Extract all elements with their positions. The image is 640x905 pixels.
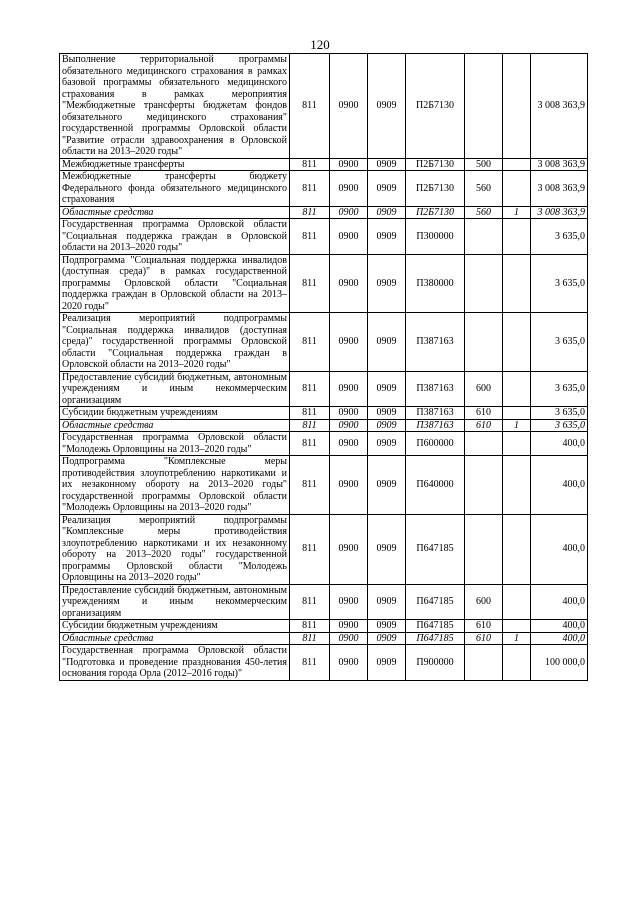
amount-cell: 400,0 xyxy=(531,432,588,456)
expense-type-cell: 500 xyxy=(465,158,503,171)
row-name-cell: Государственная программа Орловской области "Подготовка и проведение празднования 450-летия основания города Орла (2012–2016 годы)" xyxy=(60,645,290,681)
target-code-cell: П387163 xyxy=(406,407,465,420)
table-row xyxy=(60,456,588,515)
subsection-code-cell: 0909 xyxy=(368,584,406,620)
amount-cell: 3 008 363,9 xyxy=(531,158,588,171)
row-name-cell: Межбюджетные трансферты бюджету Федерального фонда обязательного медицинского страхования xyxy=(60,171,290,207)
subsection-code-cell: 0909 xyxy=(368,254,406,313)
expense-type-cell: 610 xyxy=(465,407,503,420)
expense-type-cell: 600 xyxy=(465,584,503,620)
table-row xyxy=(60,432,588,456)
section-code-cell: 0900 xyxy=(330,620,368,633)
table-row xyxy=(60,206,588,219)
expense-type-cell: 600 xyxy=(465,371,503,407)
target-code-cell: П387163 xyxy=(406,419,465,432)
funding-source-cell xyxy=(503,645,531,681)
page-number: 120 xyxy=(310,37,330,52)
amount-cell: 3 635,0 xyxy=(531,419,588,432)
ministry-code-cell: 811 xyxy=(290,254,330,313)
row-name-cell: Областные средства xyxy=(60,419,290,432)
row-name-cell: Областные средства xyxy=(60,632,290,645)
funding-source-cell: 1 xyxy=(503,206,531,219)
ministry-code-cell: 811 xyxy=(290,54,330,159)
expense-type-cell xyxy=(465,54,503,159)
subsection-code-cell: 0909 xyxy=(368,620,406,633)
table-row xyxy=(60,645,588,681)
target-code-cell: П2Б7130 xyxy=(406,54,465,159)
amount-cell: 3 635,0 xyxy=(531,254,588,313)
subsection-code-cell: 0909 xyxy=(368,419,406,432)
funding-source-cell xyxy=(503,456,531,515)
amount-cell: 3 635,0 xyxy=(531,313,588,372)
subsection-code-cell: 0909 xyxy=(368,371,406,407)
table-row xyxy=(60,54,588,159)
row-name-cell: Выполнение территориальной программы обязательного медицинского страхования в рамках базовой программы обязательного медицинского страхования в рамках мероприятия "Межбюджетные трансферты бюджетам фондов обязательного медицинского страхования" государственной программы Орловской области "Развитие отрасли здравоохранения в Орловской области на 2013–2020 годы" xyxy=(60,54,290,159)
target-code-cell: П2Б7130 xyxy=(406,171,465,207)
ministry-code-cell: 811 xyxy=(290,584,330,620)
table-row xyxy=(60,419,588,432)
row-name-cell: Межбюджетные трансферты xyxy=(60,158,290,171)
amount-cell: 3 635,0 xyxy=(531,219,588,255)
subsection-code-cell: 0909 xyxy=(368,313,406,372)
row-name-cell: Государственная программа Орловской области "Социальная поддержка граждан в Орловской области на 2013–2020 годы" xyxy=(60,219,290,255)
target-code-cell: П300000 xyxy=(406,219,465,255)
ministry-code-cell: 811 xyxy=(290,206,330,219)
table-row xyxy=(60,632,588,645)
amount-cell: 400,0 xyxy=(531,514,588,584)
ministry-code-cell: 811 xyxy=(290,158,330,171)
section-code-cell: 0900 xyxy=(330,432,368,456)
row-name-cell: Государственная программа Орловской области "Молодежь Орловщины на 2013–2020 годы" xyxy=(60,432,290,456)
target-code-cell: П2Б7130 xyxy=(406,158,465,171)
expense-type-cell xyxy=(465,254,503,313)
table-row xyxy=(60,584,588,620)
section-code-cell: 0900 xyxy=(330,171,368,207)
funding-source-cell xyxy=(503,219,531,255)
subsection-code-cell: 0909 xyxy=(368,632,406,645)
section-code-cell: 0900 xyxy=(330,514,368,584)
amount-cell: 400,0 xyxy=(531,632,588,645)
table-row xyxy=(60,254,588,313)
funding-source-cell xyxy=(503,432,531,456)
funding-source-cell xyxy=(503,171,531,207)
subsection-code-cell: 0909 xyxy=(368,432,406,456)
section-code-cell: 0900 xyxy=(330,632,368,645)
row-name-cell: Предоставление субсидий бюджетным, автономным учреждениям и иным некоммерческим организациям xyxy=(60,584,290,620)
amount-cell: 400,0 xyxy=(531,584,588,620)
table-row xyxy=(60,219,588,255)
section-code-cell: 0900 xyxy=(330,584,368,620)
table-row xyxy=(60,407,588,420)
row-name-cell: Подпрограмма "Социальная поддержка инвалидов (доступная среда)" в рамках государственной программы Орловской области "Социальная поддержка граждан в Орловской области на 2013–2020 годы" xyxy=(60,254,290,313)
ministry-code-cell: 811 xyxy=(290,456,330,515)
budget-table xyxy=(59,53,588,681)
funding-source-cell xyxy=(503,584,531,620)
section-code-cell: 0900 xyxy=(330,419,368,432)
section-code-cell: 0900 xyxy=(330,254,368,313)
expense-type-cell: 610 xyxy=(465,620,503,633)
target-code-cell: П387163 xyxy=(406,371,465,407)
amount-cell: 3 008 363,9 xyxy=(531,206,588,219)
target-code-cell: П900000 xyxy=(406,645,465,681)
expense-type-cell xyxy=(465,313,503,372)
table-row xyxy=(60,313,588,372)
ministry-code-cell: 811 xyxy=(290,632,330,645)
funding-source-cell xyxy=(503,254,531,313)
ministry-code-cell: 811 xyxy=(290,219,330,255)
ministry-code-cell: 811 xyxy=(290,407,330,420)
amount-cell: 400,0 xyxy=(531,620,588,633)
section-code-cell: 0900 xyxy=(330,219,368,255)
amount-cell: 3 008 363,9 xyxy=(531,171,588,207)
amount-cell: 100 000,0 xyxy=(531,645,588,681)
expense-type-cell: 610 xyxy=(465,419,503,432)
funding-source-cell xyxy=(503,54,531,159)
row-name-cell: Предоставление субсидий бюджетным, автономным учреждениям и иным некоммерческим организациям xyxy=(60,371,290,407)
funding-source-cell xyxy=(503,158,531,171)
funding-source-cell xyxy=(503,407,531,420)
row-name-cell: Субсидии бюджетным учреждениям xyxy=(60,620,290,633)
subsection-code-cell: 0909 xyxy=(368,645,406,681)
target-code-cell: П647185 xyxy=(406,632,465,645)
ministry-code-cell: 811 xyxy=(290,171,330,207)
target-code-cell: П647185 xyxy=(406,620,465,633)
section-code-cell: 0900 xyxy=(330,456,368,515)
target-code-cell: П387163 xyxy=(406,313,465,372)
expense-type-cell xyxy=(465,219,503,255)
row-name-cell: Реализация мероприятий подпрограммы "Комплексные меры противодействия злоупотреблению наркотиками и их незаконному обороту на 2013–2020 годы" государственной программы Орловской области "Молодежь Орловщины на 2013–2020 годы" xyxy=(60,514,290,584)
expense-type-cell xyxy=(465,645,503,681)
row-name-cell: Субсидии бюджетным учреждениям xyxy=(60,407,290,420)
amount-cell: 3 635,0 xyxy=(531,371,588,407)
target-code-cell: П380000 xyxy=(406,254,465,313)
table-row xyxy=(60,514,588,584)
ministry-code-cell: 811 xyxy=(290,645,330,681)
subsection-code-cell: 0909 xyxy=(368,456,406,515)
target-code-cell: П600000 xyxy=(406,432,465,456)
amount-cell: 3 008 363,9 xyxy=(531,54,588,159)
section-code-cell: 0900 xyxy=(330,371,368,407)
expense-type-cell xyxy=(465,514,503,584)
row-name-cell: Подпрограмма "Комплексные меры противодействия злоупотреблению наркотиками и их незаконному обороту на 2013–2020 годы" государственной программы Орловской области "Молодежь Орловщины на 2013–2020 годы" xyxy=(60,456,290,515)
ministry-code-cell: 811 xyxy=(290,419,330,432)
amount-cell: 400,0 xyxy=(531,456,588,515)
row-name-cell: Реализация мероприятий подпрограммы "Социальная поддержка инвалидов (доступная среда)" государственной программы Орловской области "Социальная поддержка граждан в Орловской области на 2013–2020 годы" xyxy=(60,313,290,372)
ministry-code-cell: 811 xyxy=(290,514,330,584)
section-code-cell: 0900 xyxy=(330,54,368,159)
expense-type-cell: 610 xyxy=(465,632,503,645)
expense-type-cell xyxy=(465,432,503,456)
table-row xyxy=(60,158,588,171)
expense-type-cell: 560 xyxy=(465,206,503,219)
funding-source-cell xyxy=(503,371,531,407)
ministry-code-cell: 811 xyxy=(290,620,330,633)
subsection-code-cell: 0909 xyxy=(368,407,406,420)
section-code-cell: 0900 xyxy=(330,158,368,171)
subsection-code-cell: 0909 xyxy=(368,219,406,255)
table-body xyxy=(60,54,588,681)
funding-source-cell xyxy=(503,514,531,584)
target-code-cell: П647185 xyxy=(406,514,465,584)
subsection-code-cell: 0909 xyxy=(368,54,406,159)
table-row xyxy=(60,171,588,207)
table-row xyxy=(60,620,588,633)
target-code-cell: П2Б7130 xyxy=(406,206,465,219)
section-code-cell: 0900 xyxy=(330,407,368,420)
target-code-cell: П647185 xyxy=(406,584,465,620)
section-code-cell: 0900 xyxy=(330,313,368,372)
amount-cell: 3 635,0 xyxy=(531,407,588,420)
subsection-code-cell: 0909 xyxy=(368,206,406,219)
section-code-cell: 0900 xyxy=(330,645,368,681)
funding-source-cell: 1 xyxy=(503,632,531,645)
funding-source-cell xyxy=(503,313,531,372)
subsection-code-cell: 0909 xyxy=(368,514,406,584)
subsection-code-cell: 0909 xyxy=(368,171,406,207)
subsection-code-cell: 0909 xyxy=(368,158,406,171)
section-code-cell: 0900 xyxy=(330,206,368,219)
ministry-code-cell: 811 xyxy=(290,432,330,456)
expense-type-cell xyxy=(465,456,503,515)
expense-type-cell: 560 xyxy=(465,171,503,207)
target-code-cell: П640000 xyxy=(406,456,465,515)
funding-source-cell: 1 xyxy=(503,419,531,432)
ministry-code-cell: 811 xyxy=(290,371,330,407)
ministry-code-cell: 811 xyxy=(290,313,330,372)
table-row xyxy=(60,371,588,407)
funding-source-cell xyxy=(503,620,531,633)
row-name-cell: Областные средства xyxy=(60,206,290,219)
